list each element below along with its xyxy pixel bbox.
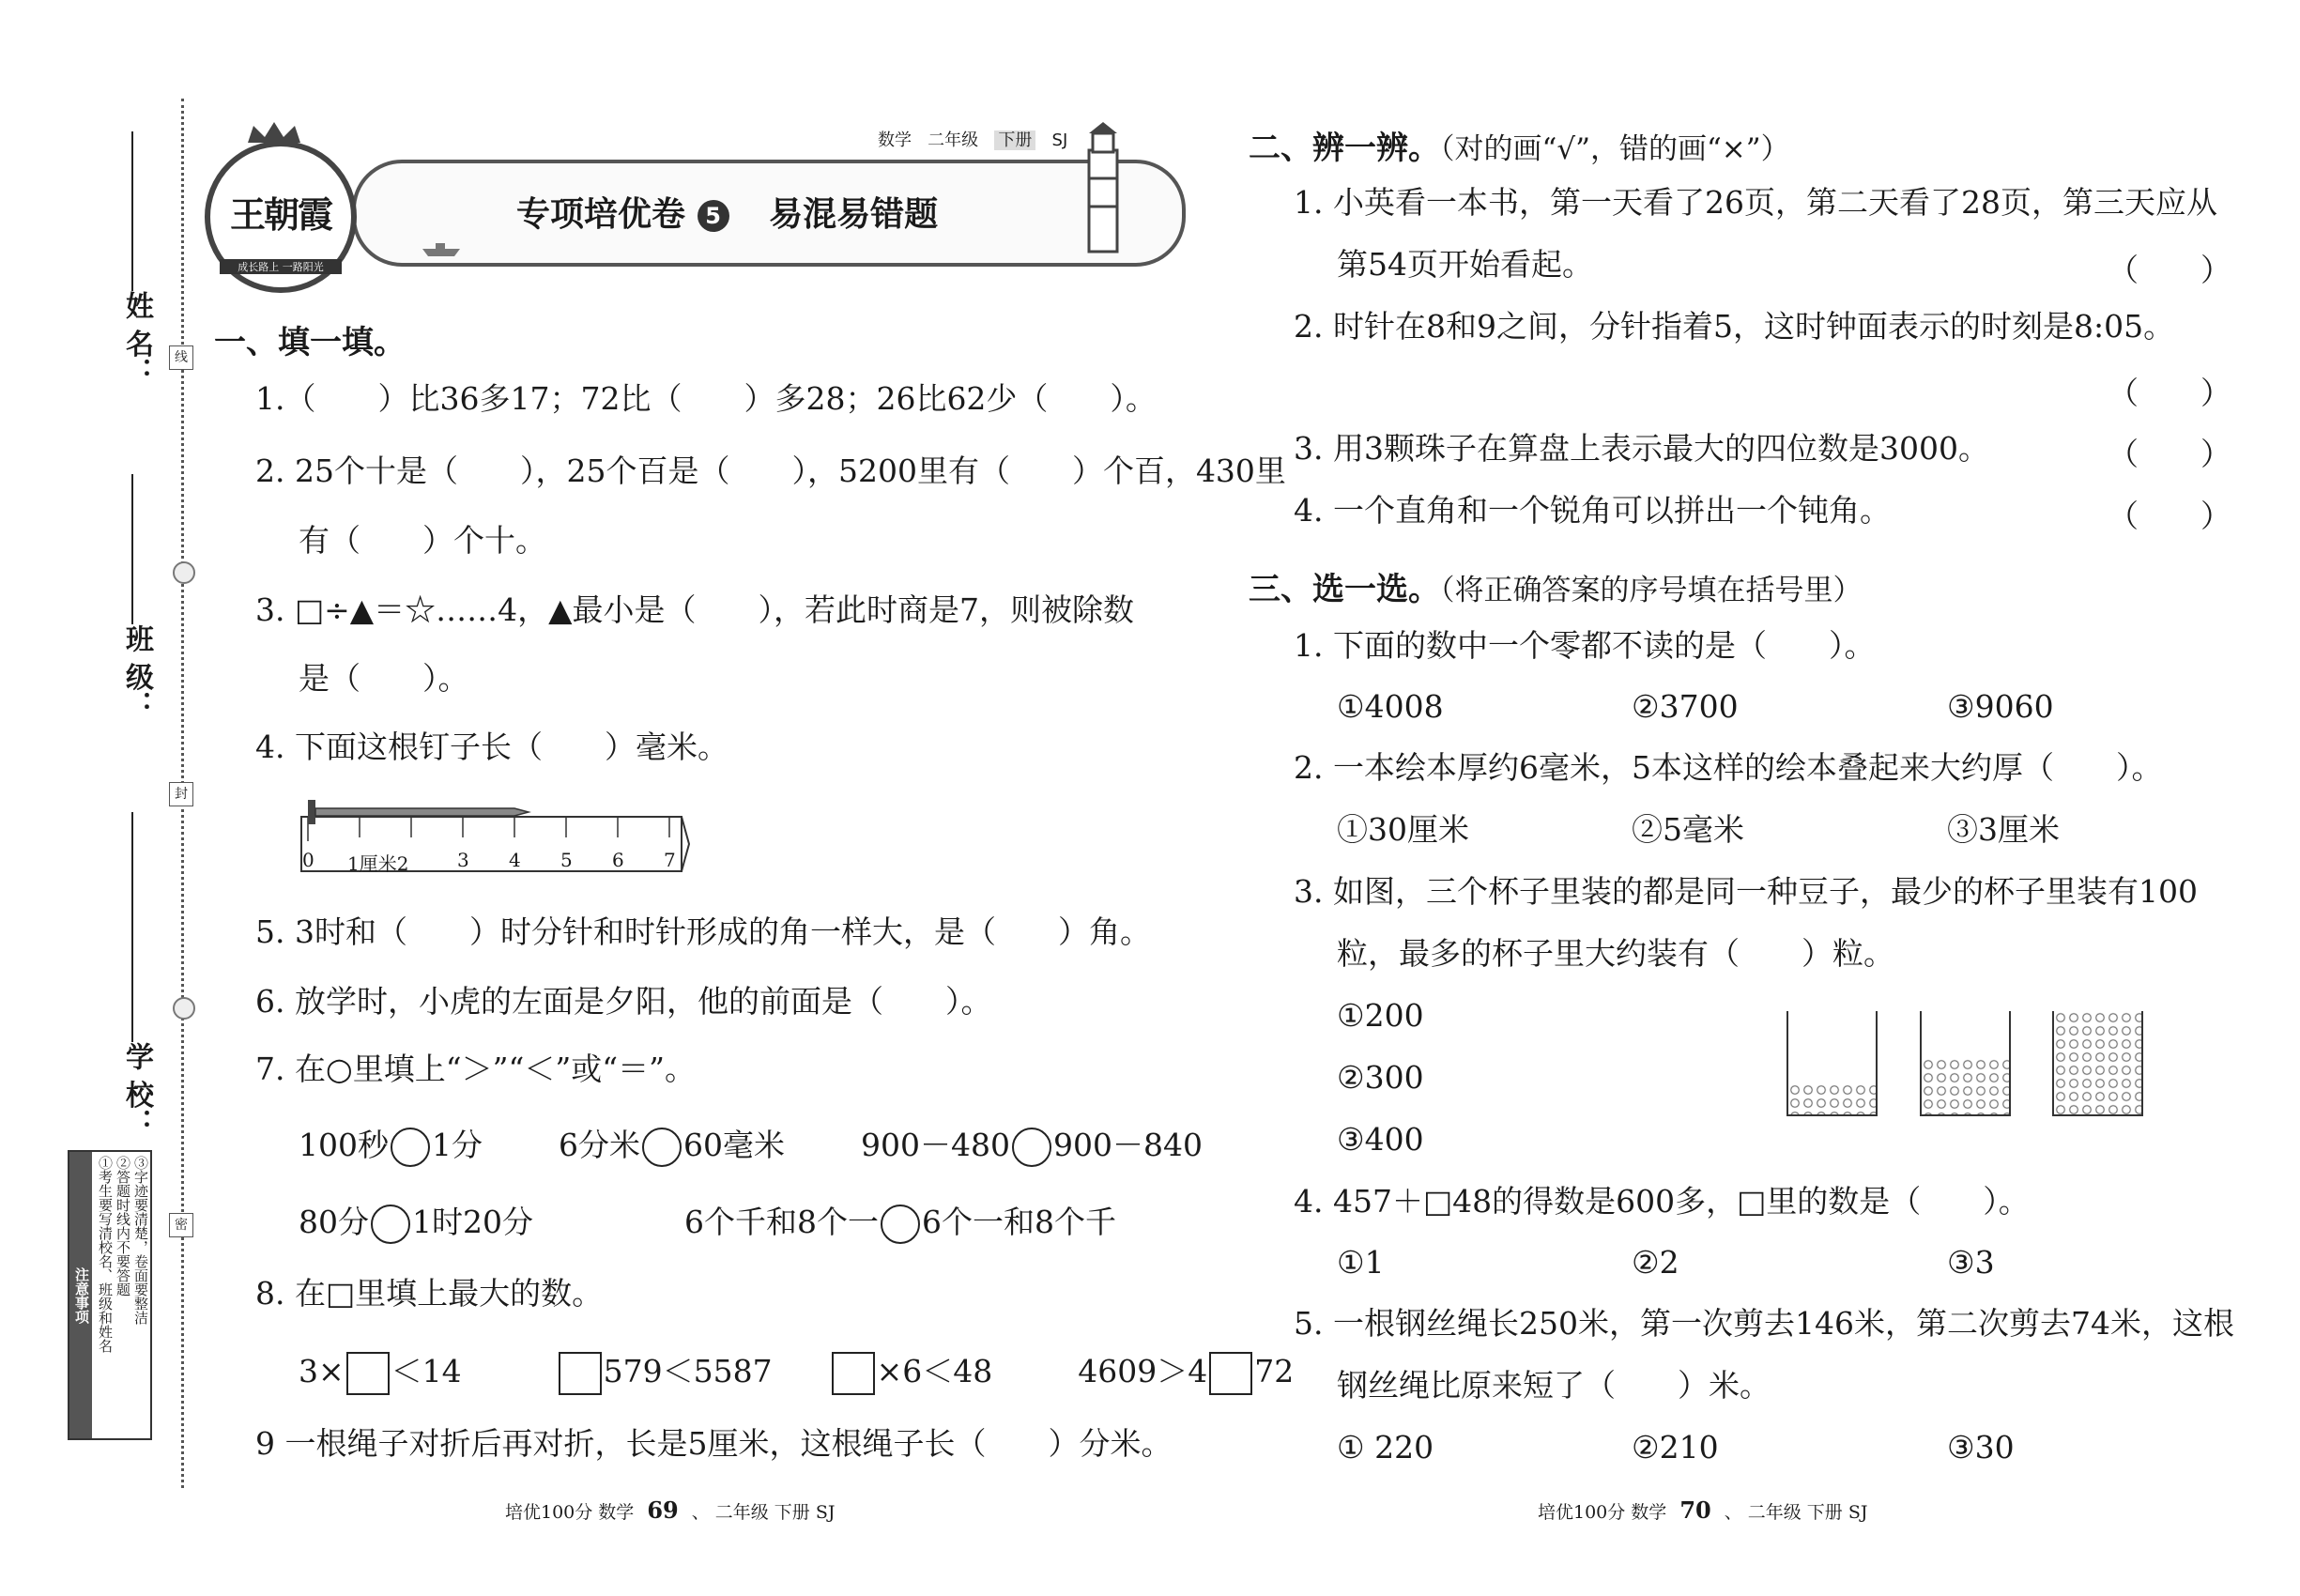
s2-q3-answer[interactable]: （ ） <box>2108 436 2231 472</box>
s3-q3-opt3: ③400 <box>1337 1121 1424 1158</box>
class-label: 班 级： <box>120 624 153 719</box>
cmp-1-left: 100秒 <box>299 1127 389 1163</box>
s3-q5-opt3: ③30 <box>1947 1429 2015 1466</box>
ruler-label-4: 4 <box>509 849 521 871</box>
s2-q2: 2. 时针在8和9之间，分针指着5，这时钟面表示的时刻是8:05。 <box>1294 308 2175 345</box>
binding-mark-mid: 封 <box>169 782 193 806</box>
s3-q3-opt2: ②300 <box>1337 1059 1424 1096</box>
s3-q3-line1: 3. 如图，三个杯子里装的都是同一种豆子，最少的杯子里装有100 <box>1294 873 2198 910</box>
s3-q1-opt1: ①4008 <box>1337 688 1444 725</box>
cmp-5-right: 6个一和8个千 <box>922 1204 1116 1240</box>
ruler-label-5: 5 <box>560 849 573 871</box>
s3-q3-opt1: ①200 <box>1337 997 1424 1034</box>
binding-mark-bot: 密 <box>169 1213 193 1237</box>
logo-banner: 成长路上 一路阳光 <box>220 259 342 274</box>
ruler-label-1-2: 1厘米2 <box>347 852 409 875</box>
compare-circle[interactable] <box>881 1205 920 1244</box>
section3-note: （将正确答案的序号填在括号里） <box>1440 574 1863 607</box>
answer-box[interactable] <box>559 1352 602 1395</box>
notes-box <box>68 1150 152 1440</box>
cmp-2-right: 60毫米 <box>683 1127 785 1163</box>
beans-fill <box>1788 1083 1876 1114</box>
s1-q2-line1: 2. 25个十是（ ），25个百是（ ），5200里有（ ）个百，430里 <box>255 453 1286 489</box>
s1-q1: 1.（ ）比36多17；72比（ ）多28；26比62少（ ）。 <box>255 380 1157 417</box>
logo-text: 王朝霞 <box>229 194 331 236</box>
section3-heading: 三、选一选。 <box>1249 571 1440 608</box>
bean-cup-1 <box>1786 1011 1878 1116</box>
cmp-2-left: 6分米 <box>559 1127 640 1163</box>
s1-q7-row1 <box>299 1127 1203 1167</box>
s1-q7: 7. 在○里填上“＞”“＜”或“＝”。 <box>255 1051 696 1087</box>
title-number-badge: 5 <box>698 200 729 232</box>
page-number-left: 69 <box>647 1496 679 1524</box>
s2-q1-answer[interactable]: （ ） <box>2108 252 2231 288</box>
s3-q1-opt2: ②3700 <box>1632 688 1739 725</box>
s1-q2-line2: 有（ ）个十。 <box>299 522 546 559</box>
answer-box[interactable] <box>1209 1352 1252 1395</box>
answer-box[interactable] <box>346 1352 390 1395</box>
s3-q4-opt3: ③3 <box>1947 1244 1995 1281</box>
s3-q2-opt1: ①30厘米 <box>1337 811 1469 848</box>
notes-title: 注意事项 <box>69 1152 92 1438</box>
s1-q7-row2 <box>299 1204 1116 1244</box>
fill-3-right: ×6＜48 <box>876 1353 993 1389</box>
s1-q5: 5. 3时和（ ）时分针和时针形成的角一样大，是（ ）角。 <box>255 913 1151 950</box>
s3-q4-opt1: ①1 <box>1337 1244 1385 1281</box>
page-title <box>516 188 938 236</box>
title-right: 易混易错题 <box>769 195 939 234</box>
s3-q4: 4. 457＋□48的得数是600多，□里的数是（ ）。 <box>1294 1183 2030 1220</box>
cmp-3-left: 900－480 <box>861 1127 1010 1163</box>
s1-q6: 6. 放学时，小虎的左面是夕阳，他的前面是（ ）。 <box>255 983 992 1020</box>
footer-left-prefix: 培优100分 数学 <box>505 1502 635 1523</box>
crown-icon <box>246 120 302 145</box>
cmp-3-right: 900－840 <box>1052 1127 1203 1163</box>
s2-q4-answer[interactable]: （ ） <box>2108 498 2231 534</box>
fill-4-right: 72 <box>1254 1353 1295 1389</box>
school-label: 学 校： <box>120 1042 153 1137</box>
s3-q5-opt1: ① 220 <box>1337 1429 1434 1466</box>
ruler-label-7: 7 <box>664 849 676 871</box>
meta-subject: 数学 <box>878 130 912 150</box>
answer-box[interactable] <box>832 1352 875 1395</box>
section2-title <box>1249 122 1790 168</box>
meta-volume: 下册 <box>994 130 1035 150</box>
binding-hole-2 <box>173 997 195 1020</box>
s3-q3-line2: 粒，最多的杯子里大约装有（ ）粒。 <box>1337 935 1894 972</box>
s3-q4-opt2: ②2 <box>1632 1244 1679 1281</box>
class-field[interactable] <box>131 474 133 624</box>
lighthouse-icon <box>1080 122 1127 253</box>
notes-item-1: ①考生要写清校名、班级和姓名 <box>97 1156 114 1353</box>
fill-4-left: 4609＞4 <box>1078 1353 1208 1389</box>
header-meta <box>878 127 1067 151</box>
binding-mark-top: 线 <box>169 345 193 370</box>
title-left: 专项培优卷 <box>516 195 686 234</box>
s2-q1-line1: 1. 小英看一本书，第一天看了26页，第二天看了28页，第三天应从 <box>1294 184 2217 221</box>
s3-q2: 2. 一本绘本厚约6毫米，5本这样的绘本叠起来大约厚（ ）。 <box>1294 749 2163 786</box>
footer-left <box>505 1496 835 1524</box>
s2-q2-answer[interactable]: （ ） <box>2108 375 2231 411</box>
section2-note: （对的画“√”，错的画“×”） <box>1440 132 1790 166</box>
ruler-label-0: 0 <box>302 849 314 871</box>
ruler-figure <box>299 796 693 881</box>
bean-cup-3 <box>2052 1011 2143 1116</box>
fill-2-right: 579＜5587 <box>603 1353 773 1389</box>
s1-q8: 8. 在□里填上最大的数。 <box>255 1275 604 1312</box>
fill-1-left: 3× <box>299 1353 345 1389</box>
s1-q3-line1: 3. □÷▲＝☆……4，▲最小是（ ），若此时商是7，则被除数 <box>255 591 1135 628</box>
s2-q4: 4. 一个直角和一个锐角可以拼出一个钝角。 <box>1294 492 1891 529</box>
boat-icon <box>422 242 460 255</box>
s3-q2-opt2: ②5毫米 <box>1632 811 1744 848</box>
notes-item-3: ③字迹要清楚，卷面要整洁 <box>132 1156 149 1325</box>
name-field[interactable] <box>131 131 133 291</box>
compare-circle[interactable] <box>371 1205 410 1244</box>
s1-q4: 4. 下面这根钉子长（ ）毫米。 <box>255 729 728 765</box>
page-number-right: 70 <box>1679 1496 1711 1524</box>
bean-cup-2 <box>1920 1011 2011 1116</box>
nail-head <box>308 800 315 824</box>
meta-edition: SJ <box>1051 130 1068 150</box>
section3-title <box>1249 563 1863 609</box>
nail-body <box>315 808 529 816</box>
compare-circle[interactable] <box>642 1128 682 1167</box>
school-field[interactable] <box>131 812 133 1042</box>
beans-fill <box>1922 1058 2009 1115</box>
s1-q9: 9 一根绳子对折后再对折，长是5厘米，这根绳子长（ ）分米。 <box>255 1425 1173 1462</box>
compare-circle[interactable] <box>391 1128 430 1167</box>
footer-left-suffix: 、 二年级 下册 SJ <box>691 1502 836 1523</box>
cmp-5-left: 6个千和8个一 <box>684 1204 879 1240</box>
ruler-label-3: 3 <box>457 849 469 871</box>
section1-title: 一、填一填。 <box>214 324 406 361</box>
section2-heading: 二、辨一辨。 <box>1249 130 1440 167</box>
ruler-label-6: 6 <box>612 849 624 871</box>
s3-q5-line1: 5. 一根钢丝绳长250米，第一次剪去146米，第二次剪去74米，这根 <box>1294 1305 2234 1342</box>
s3-q1-opt3: ③9060 <box>1947 688 2054 725</box>
name-label: 姓 名： <box>120 291 153 386</box>
footer-right-suffix: 、 二年级 下册 SJ <box>1724 1502 1868 1523</box>
binding-hole-1 <box>173 561 195 584</box>
s2-q1-line2: 第54页开始看起。 <box>1337 246 1593 283</box>
meta-grade: 二年级 <box>928 130 979 150</box>
cmp-4-left: 80分 <box>299 1204 369 1240</box>
cmp-1-right: 1分 <box>432 1127 483 1163</box>
logo-badge <box>205 141 357 293</box>
s1-q8-row <box>299 1352 1294 1395</box>
s1-q3-line2: 是（ ）。 <box>299 660 469 697</box>
footer-right-prefix: 培优100分 数学 <box>1538 1502 1667 1523</box>
s3-q5-opt2: ②210 <box>1632 1429 1719 1466</box>
beans-fill <box>2054 1011 2141 1114</box>
compare-circle[interactable] <box>1012 1128 1051 1167</box>
s2-q3: 3. 用3颗珠子在算盘上表示最大的四位数是3000。 <box>1294 430 1989 467</box>
cmp-4-right: 1时20分 <box>412 1204 533 1240</box>
notes-item-2: ②答题时线内不要答题 <box>115 1156 131 1297</box>
fill-1-right: ＜14 <box>391 1353 462 1389</box>
footer-right <box>1538 1496 1867 1524</box>
s3-q5-line2: 钢丝绳比原来短了（ ）米。 <box>1337 1367 1771 1404</box>
s3-q1: 1. 下面的数中一个零都不读的是（ ）。 <box>1294 627 1876 664</box>
s3-q2-opt3: ③3厘米 <box>1947 811 2060 848</box>
